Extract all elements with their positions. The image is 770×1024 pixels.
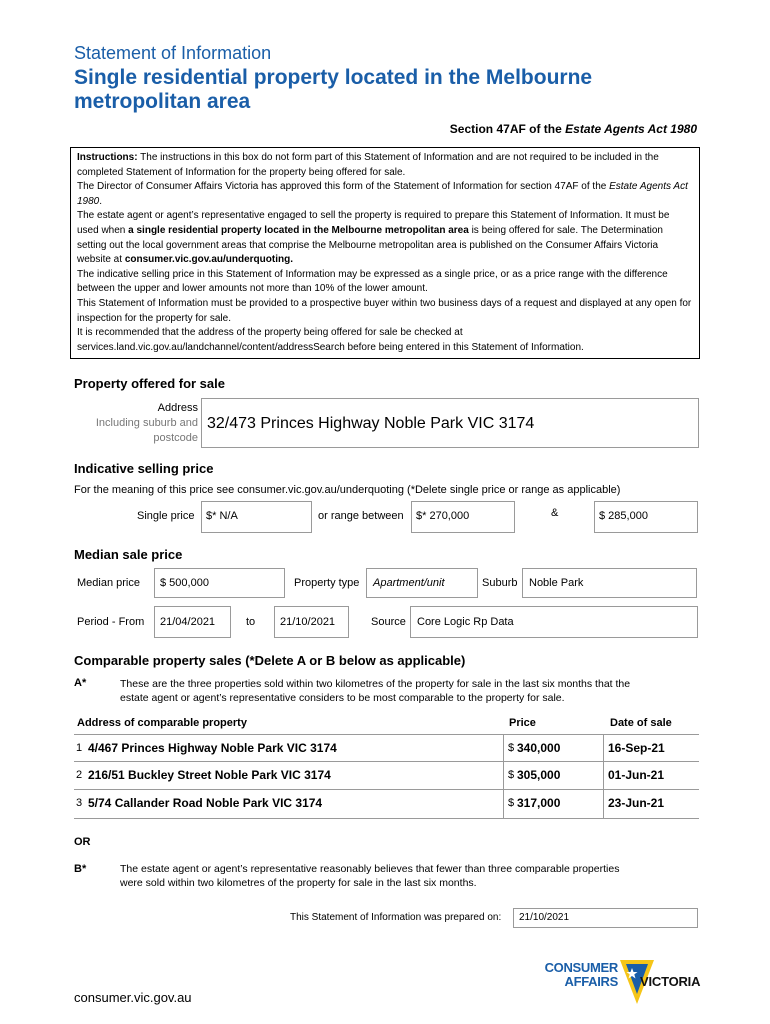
period-from-value: 21/04/2021 [160,616,216,628]
row-address: 4/467 Princes Highway Noble Park VIC 3174 [88,741,337,755]
instructions-p4: The indicative selling price in this Statement of Information may be expressed as a single price, or as a price range with the difference between the upper and lower amounts not more than 10% of the lower amount. [77,268,668,295]
period-to-value: 21/10/2021 [280,616,336,628]
or-label: OR [74,836,91,848]
single-price-label: Single price [137,510,195,522]
median-price-label: Median price [77,577,140,589]
comparable-heading: Comparable property sales (*Delete A or B below as applicable) [74,653,466,668]
row-price: 305,000 [517,768,561,782]
period-to-field[interactable] [274,606,349,638]
option-b-text: The estate agent or agent’s representative reasonably believes that fewer than three comparable properties were sold within two kilometres of the property for sale in the last six months. [120,863,620,889]
row-currency: $ [508,797,515,809]
row-number: 1 [76,742,83,754]
option-a-text: These are the three properties sold within two kilometres of the property for sale in the last six months that the estate agent or agent’s representative considers to be most comparable to the property for sale. [120,678,631,704]
row-number: 3 [76,797,83,809]
footer-url: consumer.vic.gov.au [74,990,192,1005]
instructions-p6: It is recommended that the address of the property being offered for sale be checked at services.land.vic.gov.au/landchannel/content/addressSearch before being entered in this Statement of Information. [77,327,584,353]
col-date-header: Date of sale [610,717,672,729]
indicative-heading: Indicative selling price [74,461,214,476]
row-date: 16-Sep-21 [608,741,665,755]
option-b-label: B* [74,863,87,875]
single-price-value: $* N/A [206,510,238,522]
col-price-header: Price [509,717,536,729]
row-date: 23-Jun-21 [608,796,665,810]
suburb-value: Noble Park [529,577,584,589]
table-divider [603,734,604,819]
address-field[interactable] [201,398,699,448]
property-type-value: Apartment/unit [373,577,445,589]
property-heading: Property offered for sale [74,376,225,391]
range-ampersand: & [551,507,559,519]
row-price: 340,000 [517,741,561,755]
prepared-date-value: 21/10/2021 [519,912,570,923]
single-price-field[interactable] [201,501,312,533]
range-label: or range between [318,510,404,522]
period-from-label: Period - From [77,616,145,628]
address-label: Address Including suburb and postcode [95,402,198,444]
period-from-field[interactable] [154,606,231,638]
table-row [74,762,699,790]
consumer-affairs-logo [528,958,703,1008]
instructions-p5: This Statement of Information must be provided to a prospective buyer within two business days of a request and displayed at any open for inspection for the property for sale. [77,297,692,324]
range-low-value: $* 270,000 [416,510,470,522]
property-type-label: Property type [294,577,360,589]
instructions-p2: The Director of Consumer Affairs Victoria has approved this form of the Statement of Information for section 47AF of the Estate Agents Act 1980. [77,181,688,207]
row-number: 2 [76,769,83,781]
prepared-date-field[interactable] [513,908,698,928]
form-title [74,66,592,114]
section-reference [450,122,697,136]
col-address-header: Address of comparable property [77,717,247,729]
instructions-box [70,147,700,359]
row-address: 216/51 Buckley Street Noble Park VIC 3174 [88,768,331,782]
median-price-value: $ 500,000 [160,577,209,589]
logo-affairs-text: AFFAIRS [564,974,618,989]
indicative-note: For the meaning of this price see consumer.vic.gov.au/underquoting (*Delete single price or range as applicable) [74,484,621,496]
form-title-line1: Single residential property located in the Melbourne [74,66,593,89]
median-heading: Median sale price [74,547,183,562]
form-title-line2: metropolitan area [74,90,251,113]
source-value: Core Logic Rp Data [417,616,514,628]
table-divider [503,734,504,819]
suburb-label: Suburb [482,577,518,589]
period-to-label: to [246,616,256,628]
range-low-field[interactable] [411,501,515,533]
table-row [74,790,699,819]
row-currency: $ [508,742,515,754]
table-row [74,734,699,762]
median-price-field[interactable] [154,568,285,598]
source-field[interactable] [410,606,698,638]
option-a-label: A* [74,677,87,689]
address-value: 32/473 Princes Highway Noble Park VIC 3174 [207,415,535,432]
prepared-label: This Statement of Information was prepared on: [290,912,502,923]
range-high-value: $ 285,000 [599,510,648,522]
row-currency: $ [508,769,515,781]
row-price: 317,000 [517,796,561,810]
source-label: Source [371,616,406,628]
instructions-p3: The estate agent or agent’s representative engaged to sell the property is required to prepare this Statement of Information. It must be used when a single residential property located in the Melbourne metropolitan area is being offered for sale. The Determination setting out the local government areas that comprise the Melbourne metropolitan area is published on the Consumer Affairs Victoria website at consumer.vic.gov.au/underquoting. [77,210,670,266]
range-high-field[interactable] [594,501,698,533]
section-act: Estate Agents Act 1980 [565,122,697,136]
logo-victoria-text: VICTORIA [640,974,701,989]
instructions-p1: Instructions: The instructions in this box do not form part of this Statement of Information and are not required to be included in the completed Statement of Information for the property being offered for sale. [77,152,659,178]
row-address: 5/74 Callander Road Noble Park VIC 3174 [88,796,323,810]
suburb-field[interactable] [522,568,697,598]
form-subtitle: Statement of Information [74,43,272,63]
row-date: 01-Jun-21 [608,768,665,782]
section-prefix: Section 47AF of the [449,122,566,136]
property-type-field[interactable] [366,568,478,598]
logo-consumer-text: CONSUMER [544,960,618,975]
